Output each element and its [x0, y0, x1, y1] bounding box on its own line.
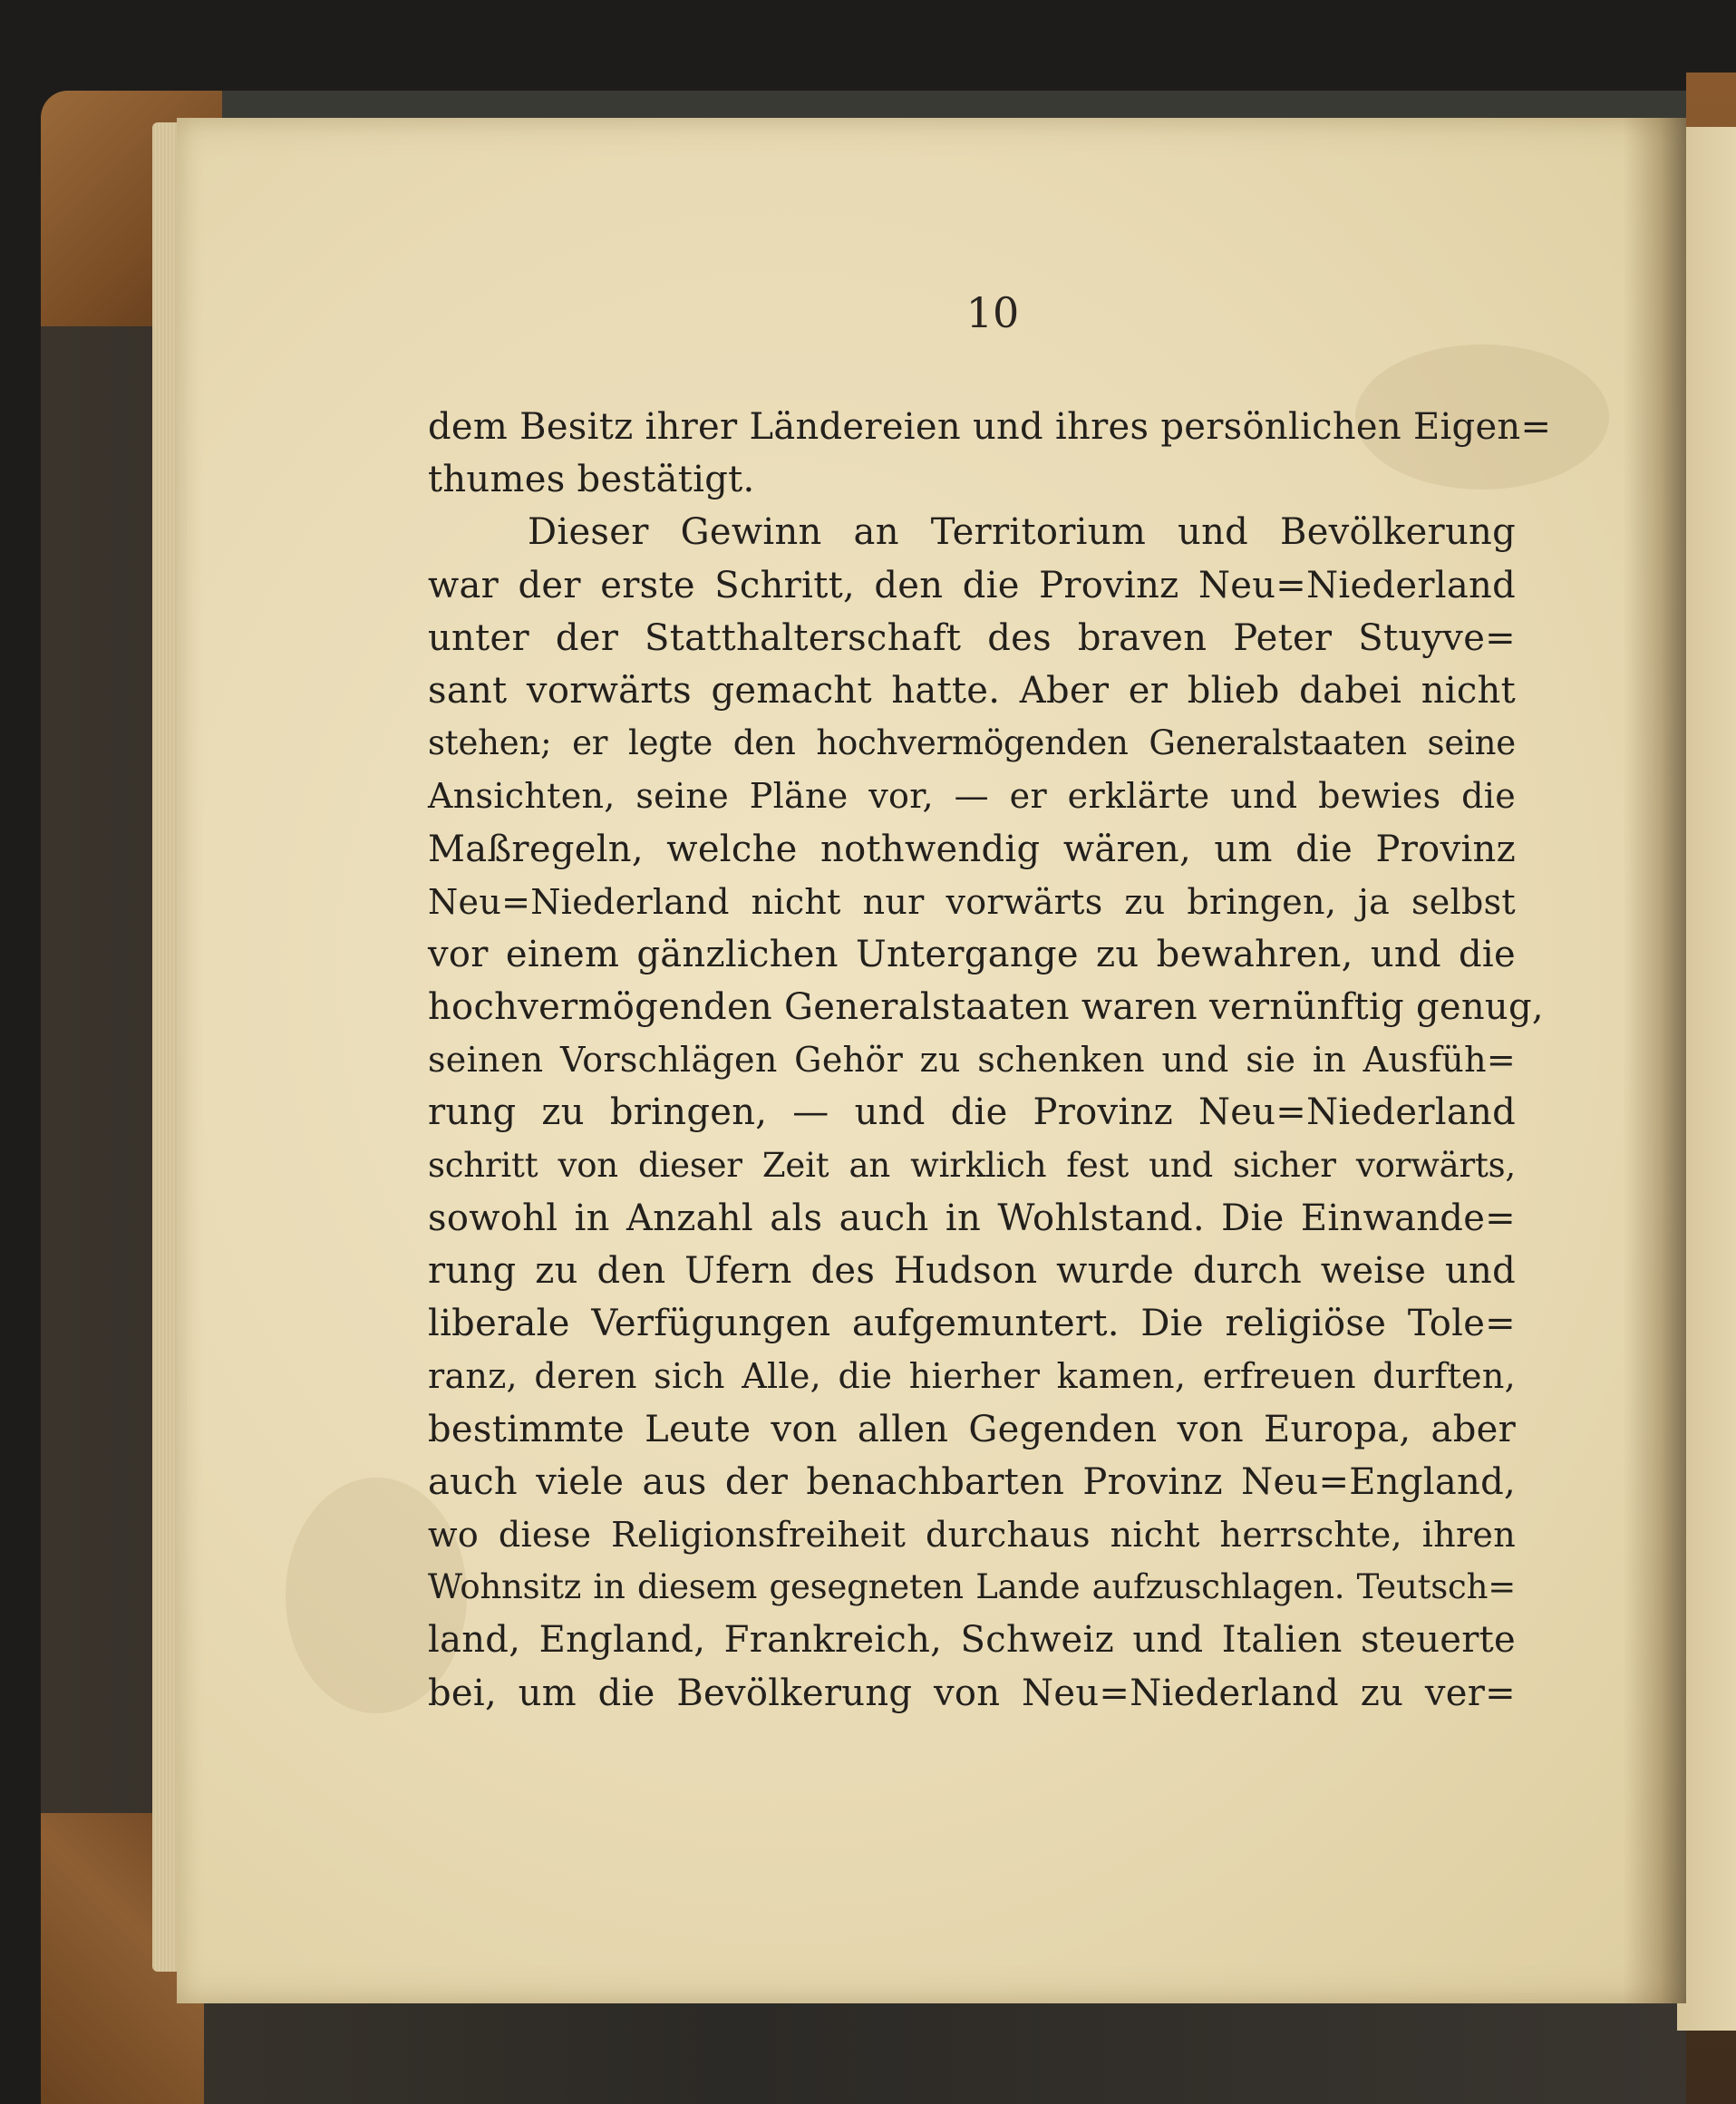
text-line: Ansichten, seine Pläne vor, — er erklärte und bewies die: [428, 776, 1516, 817]
text-line: Neu=Niederland nicht nur vorwärts zu bringen, ja selbst: [428, 881, 1516, 922]
text-line: sowohl in Anzahl als auch in Wohlstand. Die Einwande=: [428, 1197, 1516, 1239]
text-line: seinen Vorschlägen Gehör zu schenken und sie in Ausfüh=: [428, 1040, 1516, 1081]
text-line: unter der Statthalterschaft des braven Peter Stuyve=: [428, 616, 1516, 659]
text-line: auch viele aus der benachbarten Provinz Neu=England,: [428, 1460, 1516, 1503]
text-line: rung zu bringen, — und die Provinz Neu=Niederland: [428, 1091, 1516, 1134]
text-line: land, England, Frankreich, Schweiz und Italien steuerte: [428, 1619, 1516, 1662]
text-line: stehen; er legte den hochvermögenden Generalstaaten seine: [428, 723, 1516, 763]
body-text: [428, 401, 1552, 1720]
text-line: vor einem gänzlichen Untergange zu bewahren, und die: [428, 933, 1516, 975]
text-line: rung zu den Ufern des Hudson wurde durch weise und: [428, 1250, 1516, 1292]
text-line: Maßregeln, welche nothwendig wären, um die Provinz: [428, 828, 1516, 870]
text-line: dem Besitz ihrer Ländereien und ihres persönlichen Eigen=: [428, 406, 1552, 448]
page-gutter-shadow: [1623, 118, 1686, 2003]
text-line: hochvermögenden Generalstaaten waren vernünftig genug,: [428, 986, 1544, 1029]
text-line: liberale Verfügungen aufgemuntert. Die religiöse Tole=: [428, 1303, 1516, 1345]
text-line: Wohnsitz in diesem gesegneten Lande aufzuschlagen. Teutsch=: [428, 1567, 1516, 1607]
page-number: 10: [965, 288, 1020, 337]
text-line: wo diese Religionsfreiheit durchaus nicht herrschte, ihren: [428, 1514, 1516, 1555]
text-line: schritt von dieser Zeit an wirklich fest und sicher vorwärts,: [428, 1145, 1516, 1185]
text-line: thumes bestätigt.: [428, 459, 755, 501]
text-line: bei, um die Bevölkerung von Neu=Niederland zu ver=: [428, 1672, 1516, 1714]
text-line: war der erste Schritt, den die Provinz Neu=Niederland: [428, 564, 1516, 606]
text-line: ranz, deren sich Alle, die hierher kamen, erfreuen durften,: [428, 1356, 1516, 1397]
text-line: sant vorwärts gemacht hatte. Aber er blieb dabei nicht: [428, 669, 1516, 712]
text-line: bestimmte Leute von allen Gegenden von Europa, aber: [428, 1408, 1516, 1450]
text-line: Dieser Gewinn an Territorium und Bevölkerung: [528, 511, 1516, 554]
